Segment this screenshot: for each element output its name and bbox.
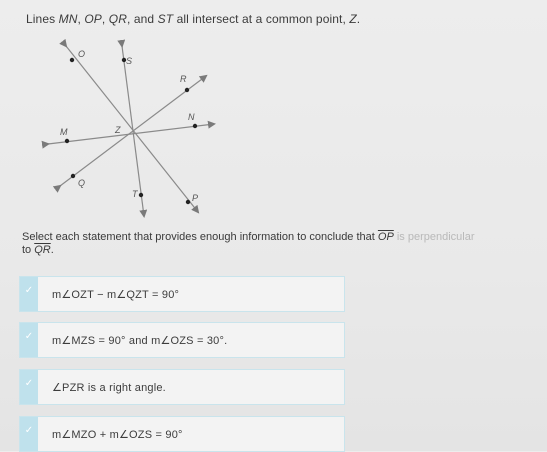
option-label: ∠PZR is a right angle. bbox=[52, 381, 166, 394]
label-p: P bbox=[192, 193, 199, 203]
option-label: m∠OZT − m∠QZT = 90° bbox=[52, 288, 180, 301]
label-n: N bbox=[188, 112, 195, 122]
checkbox-check-icon[interactable]: ✓ bbox=[20, 277, 38, 311]
prompt-text: Lines MN, OP, QR, and ST all intersect at a common point, Z. bbox=[26, 12, 361, 26]
label-r: R bbox=[180, 74, 187, 84]
option-label: m∠MZO + m∠OZS = 90° bbox=[52, 428, 183, 441]
label-q: Q bbox=[78, 178, 86, 188]
point-n bbox=[193, 124, 197, 128]
answer-option-4[interactable] bbox=[19, 416, 345, 452]
label-s: S bbox=[126, 56, 133, 66]
answer-option-2[interactable] bbox=[19, 322, 345, 358]
line-op-symbol: $\overline{OP}$ bbox=[377, 231, 394, 243]
checkbox-check-icon[interactable]: ✓ bbox=[20, 370, 38, 404]
line-qr-symbol: $\overline{QR}$ bbox=[34, 244, 51, 256]
point-m bbox=[65, 139, 69, 143]
label-z: Z bbox=[115, 125, 121, 135]
point-t bbox=[139, 193, 143, 197]
point-o bbox=[70, 58, 74, 62]
checkbox-check-icon[interactable]: ✓ bbox=[20, 323, 38, 357]
question-text: Select each statement that provides enough information to conclude that $\overline{OP}$ is perpendicular to $\overline{QR}$. bbox=[22, 231, 475, 256]
line-op bbox=[66, 46, 198, 212]
label-o: O bbox=[78, 49, 86, 59]
label-t: T bbox=[132, 189, 138, 199]
point-r bbox=[185, 88, 189, 92]
answer-option-3[interactable] bbox=[19, 369, 345, 405]
intersecting-lines-diagram bbox=[38, 40, 228, 222]
label-m: M bbox=[60, 127, 68, 137]
checkbox-check-icon[interactable]: ✓ bbox=[20, 417, 38, 451]
option-label: m∠MZS = 90° and m∠OZS = 30°. bbox=[52, 334, 228, 347]
point-q bbox=[71, 174, 75, 178]
answer-option-1[interactable] bbox=[19, 276, 345, 312]
point-p bbox=[186, 200, 190, 204]
